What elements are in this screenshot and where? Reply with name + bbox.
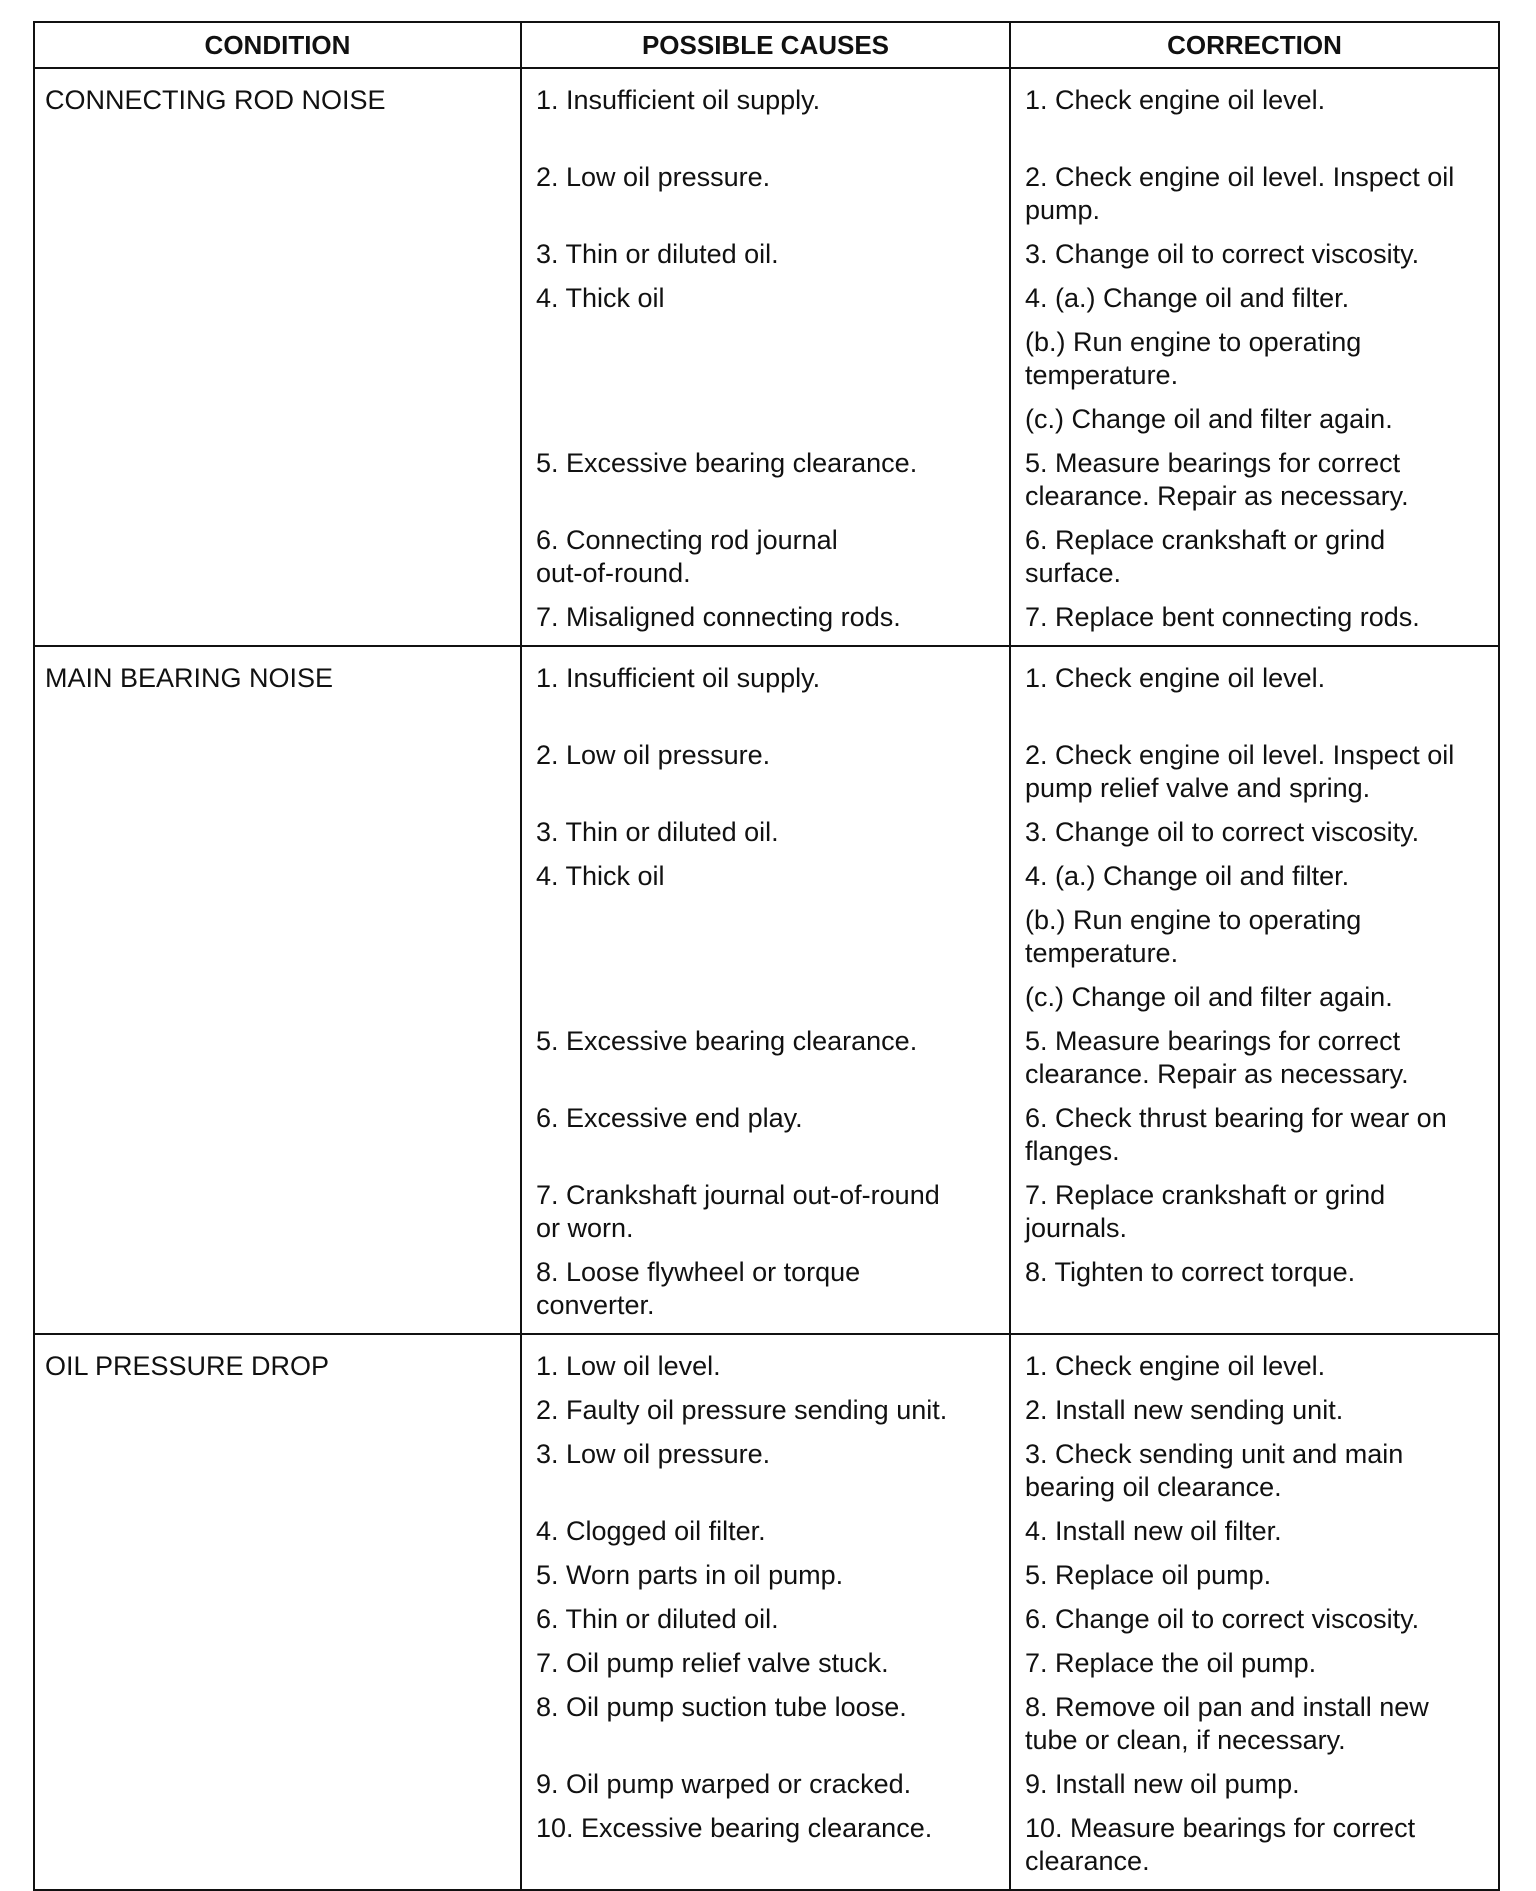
correction-line: 3. Change oil to correct viscosity. bbox=[1025, 239, 1420, 269]
section-row bbox=[34, 1334, 1499, 1890]
cause-item bbox=[536, 1559, 999, 1592]
correction-line: clearance. Repair as necessary. bbox=[1025, 1059, 1409, 1089]
cause-line: 3. Low oil pressure. bbox=[536, 1439, 771, 1469]
section-row bbox=[34, 68, 1499, 646]
correction-item bbox=[1025, 860, 1488, 893]
row-gap bbox=[536, 1680, 999, 1691]
row-gap bbox=[1025, 1801, 1488, 1812]
correction-item bbox=[1025, 662, 1488, 728]
row-gap bbox=[1025, 893, 1488, 904]
header-row bbox=[34, 22, 1499, 68]
row-gap bbox=[1025, 1091, 1488, 1102]
row-gap bbox=[1025, 970, 1488, 981]
causes-cell bbox=[521, 1334, 1010, 1890]
row-gap bbox=[536, 1548, 999, 1559]
cause-line: 8. Loose flywheel or torque bbox=[536, 1257, 861, 1287]
cause-item bbox=[536, 1515, 999, 1548]
diagnosis-table bbox=[33, 21, 1500, 1891]
condition-cell bbox=[34, 1334, 521, 1890]
correction-line: clearance. Repair as necessary. bbox=[1025, 481, 1409, 511]
correction-line: (b.) Run engine to operating bbox=[1025, 327, 1362, 357]
correction-item bbox=[1025, 1438, 1488, 1504]
row-gap bbox=[536, 634, 999, 645]
correction-item bbox=[1025, 1691, 1488, 1757]
correction-item bbox=[1025, 904, 1488, 970]
cause-item bbox=[536, 1647, 999, 1680]
correction-line: 7. Replace bent connecting rods. bbox=[1025, 602, 1420, 632]
condition-label: CONNECTING ROD NOISE bbox=[45, 85, 386, 115]
cause-item bbox=[536, 238, 999, 271]
cause-item bbox=[536, 601, 999, 634]
correction-line: pump. bbox=[1025, 195, 1101, 225]
row-gap bbox=[1025, 315, 1488, 326]
correction-line: bearing oil clearance. bbox=[1025, 1472, 1282, 1502]
cause-item bbox=[536, 1438, 999, 1504]
correction-item bbox=[1025, 1394, 1488, 1427]
cause-line: 2. Low oil pressure. bbox=[536, 740, 771, 770]
cause-line: 2. Low oil pressure. bbox=[536, 162, 771, 192]
correction-line: (c.) Change oil and filter again. bbox=[1025, 404, 1393, 434]
row-gap bbox=[536, 150, 999, 161]
row-gap bbox=[536, 315, 999, 326]
cause-line: 4. Thick oil bbox=[536, 283, 665, 313]
causes-cell bbox=[521, 68, 1010, 646]
correction-line: 5. Replace oil pump. bbox=[1025, 1560, 1272, 1590]
cause-line: or worn. bbox=[536, 1213, 634, 1243]
row-gap bbox=[1025, 849, 1488, 860]
row-gap bbox=[1025, 227, 1488, 238]
row-gap bbox=[536, 1322, 999, 1333]
cause-line: 7. Oil pump relief valve stuck. bbox=[536, 1648, 889, 1678]
row-gap bbox=[536, 1636, 999, 1647]
row-gap bbox=[1025, 1592, 1488, 1603]
correction-item bbox=[1025, 282, 1488, 315]
header-correction: CORRECTION bbox=[1010, 22, 1499, 68]
correction-line: 7. Replace crankshaft or grind bbox=[1025, 1180, 1386, 1210]
row-gap bbox=[1025, 271, 1488, 282]
row-gap bbox=[1025, 1014, 1488, 1025]
row-gap bbox=[1025, 1680, 1488, 1691]
correction-line: 2. Check engine oil level. Inspect oil bbox=[1025, 740, 1455, 770]
row-gap bbox=[536, 1014, 999, 1025]
cause-line: 2. Faulty oil pressure sending unit. bbox=[536, 1395, 948, 1425]
correction-item bbox=[1025, 238, 1488, 271]
row-gap bbox=[536, 893, 999, 904]
correction-item bbox=[1025, 1647, 1488, 1680]
correction-line: 5. Measure bearings for correct bbox=[1025, 448, 1401, 478]
cause-line: 10. Excessive bearing clearance. bbox=[536, 1813, 933, 1843]
condition-cell bbox=[34, 68, 521, 646]
correction-line: 6. Check thrust bearing for wear on bbox=[1025, 1103, 1447, 1133]
row-gap bbox=[536, 1168, 999, 1179]
cause-item bbox=[536, 1691, 999, 1757]
cause-line: 1. Insufficient oil supply. bbox=[536, 663, 821, 693]
cause-item bbox=[536, 84, 999, 150]
row-gap bbox=[536, 1878, 999, 1889]
correction-item bbox=[1025, 403, 1488, 436]
row-gap bbox=[1025, 1427, 1488, 1438]
row-gap bbox=[536, 436, 999, 447]
correction-line: journals. bbox=[1025, 1213, 1128, 1243]
cause-line: 4. Clogged oil filter. bbox=[536, 1516, 766, 1546]
cause-item bbox=[536, 1102, 999, 1168]
row-gap bbox=[1025, 1636, 1488, 1647]
row-gap bbox=[536, 227, 999, 238]
cause-line: 4. Thick oil bbox=[536, 861, 665, 891]
condition-label: MAIN BEARING NOISE bbox=[45, 663, 334, 693]
correction-item bbox=[1025, 1256, 1488, 1322]
row-gap bbox=[1025, 728, 1488, 739]
row-gap bbox=[1025, 1322, 1488, 1333]
cause-item bbox=[536, 1256, 999, 1322]
condition-label: OIL PRESSURE DROP bbox=[45, 1351, 330, 1381]
correction-line: 7. Replace the oil pump. bbox=[1025, 1648, 1317, 1678]
correction-line: 1. Check engine oil level. bbox=[1025, 85, 1326, 115]
correction-item bbox=[1025, 1025, 1488, 1091]
correction-line: 3. Change oil to correct viscosity. bbox=[1025, 817, 1420, 847]
row-gap bbox=[1025, 1878, 1488, 1889]
row-gap bbox=[536, 1383, 999, 1394]
cause-item bbox=[536, 739, 999, 805]
row-gap bbox=[536, 1801, 999, 1812]
row-gap bbox=[1025, 590, 1488, 601]
row-gap bbox=[536, 1427, 999, 1438]
correction-line: 4. (a.) Change oil and filter. bbox=[1025, 861, 1350, 891]
cause-line: 1. Low oil level. bbox=[536, 1351, 721, 1381]
row-gap bbox=[1025, 150, 1488, 161]
cause-line: 6. Excessive end play. bbox=[536, 1103, 803, 1133]
cause-line: 3. Thin or diluted oil. bbox=[536, 239, 779, 269]
cause-item bbox=[536, 981, 999, 1014]
cause-item bbox=[536, 161, 999, 227]
row-gap bbox=[1025, 1168, 1488, 1179]
cause-line: 5. Excessive bearing clearance. bbox=[536, 1026, 918, 1056]
row-gap bbox=[536, 271, 999, 282]
cause-line: 6. Thin or diluted oil. bbox=[536, 1604, 779, 1634]
header-condition: CONDITION bbox=[34, 22, 521, 68]
correction-line: temperature. bbox=[1025, 938, 1179, 968]
correction-line: 6. Replace crankshaft or grind bbox=[1025, 525, 1386, 555]
condition-cell bbox=[34, 646, 521, 1334]
cause-item bbox=[536, 282, 999, 315]
correction-item bbox=[1025, 981, 1488, 1014]
row-gap bbox=[536, 1091, 999, 1102]
section-row bbox=[34, 646, 1499, 1334]
correction-line: 2. Check engine oil level. Inspect oil bbox=[1025, 162, 1455, 192]
correction-line: 1. Check engine oil level. bbox=[1025, 663, 1326, 693]
correction-line: 10. Measure bearings for correct bbox=[1025, 1813, 1416, 1843]
cause-line: 7. Misaligned connecting rods. bbox=[536, 602, 901, 632]
correction-item bbox=[1025, 161, 1488, 227]
row-gap bbox=[536, 513, 999, 524]
correction-item bbox=[1025, 1768, 1488, 1801]
correction-line: 5. Measure bearings for correct bbox=[1025, 1026, 1401, 1056]
cause-line: 9. Oil pump warped or cracked. bbox=[536, 1769, 912, 1799]
correction-line: 4. (a.) Change oil and filter. bbox=[1025, 283, 1350, 313]
row-gap bbox=[1025, 392, 1488, 403]
row-gap bbox=[1025, 634, 1488, 645]
row-gap bbox=[536, 970, 999, 981]
correction-item bbox=[1025, 1515, 1488, 1548]
cause-item bbox=[536, 1768, 999, 1801]
correction-item bbox=[1025, 1179, 1488, 1245]
correction-item bbox=[1025, 1102, 1488, 1168]
correction-line: (c.) Change oil and filter again. bbox=[1025, 982, 1393, 1012]
corrections-cell bbox=[1010, 68, 1499, 646]
cause-item bbox=[536, 662, 999, 728]
correction-line: 4. Install new oil filter. bbox=[1025, 1516, 1282, 1546]
correction-line: 8. Remove oil pan and install new bbox=[1025, 1692, 1429, 1722]
cause-line: out-of-round. bbox=[536, 558, 691, 588]
causes-cell bbox=[521, 646, 1010, 1334]
row-gap bbox=[1025, 1504, 1488, 1515]
row-gap bbox=[536, 728, 999, 739]
cause-line: 7. Crankshaft journal out-of-round bbox=[536, 1180, 940, 1210]
correction-line: flanges. bbox=[1025, 1136, 1120, 1166]
correction-item bbox=[1025, 601, 1488, 634]
correction-line: pump relief valve and spring. bbox=[1025, 773, 1371, 803]
correction-line: 8. Tighten to correct torque. bbox=[1025, 1257, 1356, 1287]
cause-item bbox=[536, 1025, 999, 1091]
correction-item bbox=[1025, 84, 1488, 150]
row-gap bbox=[536, 849, 999, 860]
correction-line: clearance. bbox=[1025, 1846, 1150, 1876]
row-gap bbox=[536, 392, 999, 403]
correction-item bbox=[1025, 326, 1488, 392]
correction-item bbox=[1025, 1812, 1488, 1878]
cause-item bbox=[536, 1350, 999, 1383]
row-gap bbox=[536, 1757, 999, 1768]
cause-item bbox=[536, 447, 999, 513]
header-possible-causes: POSSIBLE CAUSES bbox=[521, 22, 1010, 68]
correction-item bbox=[1025, 1603, 1488, 1636]
cause-line: converter. bbox=[536, 1290, 655, 1320]
correction-line: tube or clean, if necessary. bbox=[1025, 1725, 1346, 1755]
row-gap bbox=[536, 1504, 999, 1515]
cause-item bbox=[536, 524, 999, 590]
correction-item bbox=[1025, 524, 1488, 590]
row-gap bbox=[1025, 805, 1488, 816]
cause-line: 5. Worn parts in oil pump. bbox=[536, 1560, 844, 1590]
cause-item bbox=[536, 860, 999, 893]
correction-line: (b.) Run engine to operating bbox=[1025, 905, 1362, 935]
cause-item bbox=[536, 1812, 999, 1878]
cause-item bbox=[536, 816, 999, 849]
correction-item bbox=[1025, 739, 1488, 805]
cause-item bbox=[536, 1394, 999, 1427]
corrections-cell bbox=[1010, 646, 1499, 1334]
row-gap bbox=[536, 1245, 999, 1256]
cause-item bbox=[536, 1603, 999, 1636]
row-gap bbox=[1025, 1548, 1488, 1559]
correction-item bbox=[1025, 1350, 1488, 1383]
cause-item bbox=[536, 403, 999, 436]
correction-item bbox=[1025, 816, 1488, 849]
correction-line: 3. Check sending unit and main bbox=[1025, 1439, 1404, 1469]
cause-item bbox=[536, 326, 999, 392]
cause-line: 5. Excessive bearing clearance. bbox=[536, 448, 918, 478]
cause-line: 1. Insufficient oil supply. bbox=[536, 85, 821, 115]
row-gap bbox=[1025, 1245, 1488, 1256]
correction-item bbox=[1025, 447, 1488, 513]
cause-line: 3. Thin or diluted oil. bbox=[536, 817, 779, 847]
cause-item bbox=[536, 1179, 999, 1245]
correction-line: 1. Check engine oil level. bbox=[1025, 1351, 1326, 1381]
correction-item bbox=[1025, 1559, 1488, 1592]
correction-line: 2. Install new sending unit. bbox=[1025, 1395, 1344, 1425]
row-gap bbox=[1025, 1757, 1488, 1768]
correction-line: 9. Install new oil pump. bbox=[1025, 1769, 1300, 1799]
correction-line: 6. Change oil to correct viscosity. bbox=[1025, 1604, 1420, 1634]
row-gap bbox=[536, 590, 999, 601]
row-gap bbox=[536, 805, 999, 816]
row-gap bbox=[1025, 513, 1488, 524]
correction-line: temperature. bbox=[1025, 360, 1179, 390]
row-gap bbox=[1025, 1383, 1488, 1394]
row-gap bbox=[536, 1592, 999, 1603]
corrections-cell bbox=[1010, 1334, 1499, 1890]
correction-line: surface. bbox=[1025, 558, 1122, 588]
cause-line: 6. Connecting rod journal bbox=[536, 525, 838, 555]
row-gap bbox=[1025, 436, 1488, 447]
cause-item bbox=[536, 904, 999, 970]
cause-line: 8. Oil pump suction tube loose. bbox=[536, 1692, 907, 1722]
